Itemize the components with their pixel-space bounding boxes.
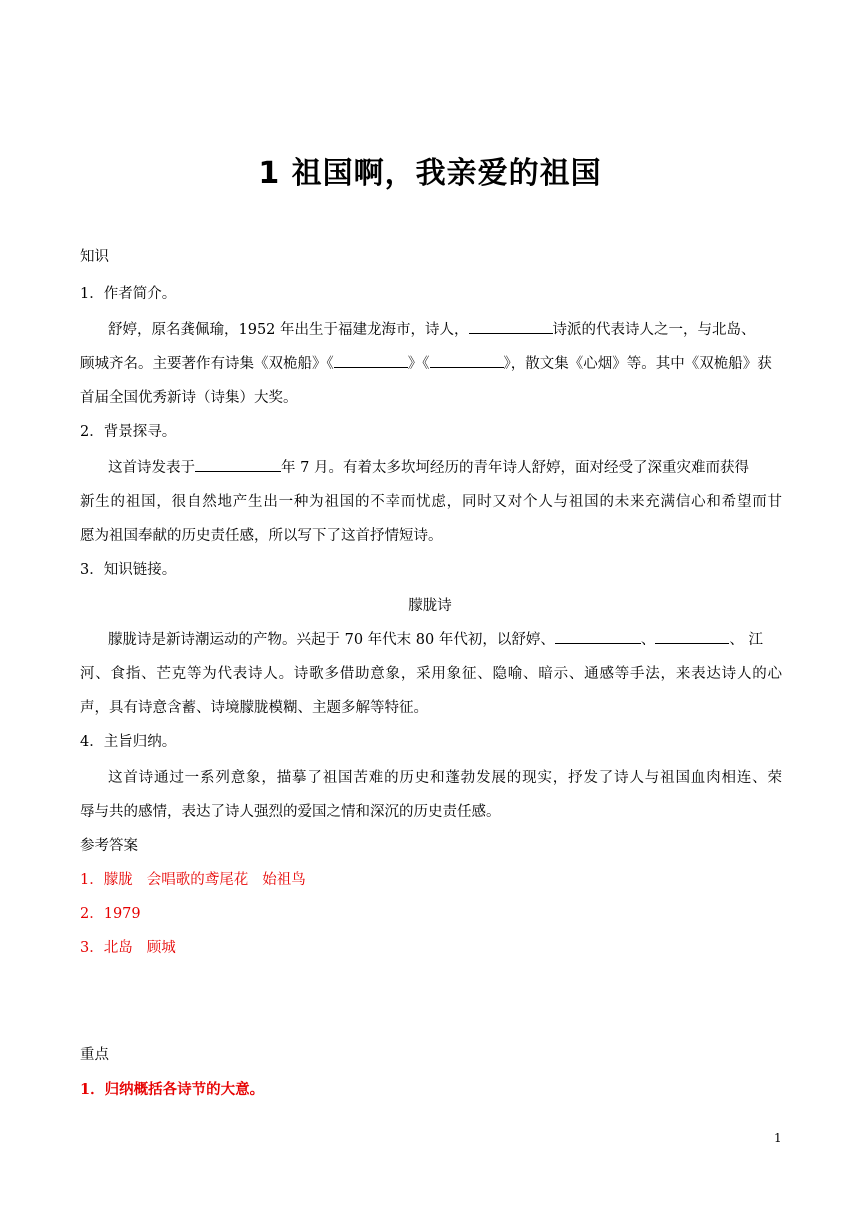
fill-blank[interactable]	[655, 630, 729, 644]
item-2-heading: 2．背景探寻。	[80, 424, 177, 440]
fill-blank[interactable]	[555, 630, 641, 644]
p2-line-3: 愿为祖国奉献的历史责任感，所以写下了这首抒情短诗。	[80, 528, 443, 544]
fill-blank[interactable]	[430, 354, 504, 368]
p4-line-1: 这首诗通过一系列意象，描摹了祖国苦难的历史和蓬勃发展的现实，抒发了诗人与祖国血肉相连、荣	[108, 770, 782, 786]
p1-line-3: 首届全国优秀新诗（诗集）大奖。	[80, 390, 298, 406]
section-knowledge: 知识	[80, 249, 109, 265]
page-title: 1 祖国啊，我亲爱的祖国	[258, 156, 602, 191]
fill-blank[interactable]	[334, 354, 408, 368]
section-key-points: 重点	[80, 1047, 109, 1063]
item-4-heading: 4．主旨归纳。	[80, 734, 177, 750]
p4-line-2: 辱与共的感情，表达了诗人强烈的爱国之情和深沉的历史责任感。	[80, 804, 501, 820]
p2-line-2: 新生的祖国，很自然地产生出一种为祖国的不幸而忧虑，同时又对个人与祖国的未来充满信心和希望而甘	[80, 494, 782, 510]
item-3-heading: 3．知识链接。	[80, 562, 177, 578]
item-1-heading: 1．作者简介。	[80, 286, 177, 302]
p3-line-1: 朦胧诗是新诗潮运动的产物。兴起于 70 年代末 80 年代初，以舒婷、 、 、 江	[108, 632, 763, 648]
subheading-menglong: 朦胧诗	[408, 598, 452, 614]
answer-2: 2．1979	[80, 906, 141, 922]
p1-line-2: 顾城齐名。主要著作有诗集《双桅船》《 》《 》，散文集《心烟》等。其中《双桅船》获	[80, 356, 772, 372]
answer-1: 1．朦胧 会唱歌的鸢尾花 始祖鸟	[80, 872, 306, 888]
p1-line-1: 舒婷，原名龚佩瑜，1952 年出生于福建龙海市，诗人， 诗派的代表诗人之一，与北岛、	[108, 322, 756, 338]
key-point-1: 1．归纳概括各诗节的大意。	[80, 1081, 265, 1098]
p2-line-1: 这首诗发表于 年 7 月。有着太多坎坷经历的青年诗人舒婷，面对经受了深重灾难而获得	[108, 460, 749, 476]
section-answers: 参考答案	[80, 838, 138, 854]
p3-line-2: 河、食指、芒克等为代表诗人。诗歌多借助意象，采用象征、隐喻、暗示、通感等手法，来表达诗人的心	[80, 666, 782, 682]
page-number: 1	[774, 1131, 782, 1145]
p3-line-3: 声，具有诗意含蓄、诗境朦胧模糊、主题多解等特征。	[80, 700, 428, 716]
fill-blank[interactable]	[469, 320, 553, 334]
answer-3: 3．北岛 顾城	[80, 940, 176, 956]
fill-blank[interactable]	[195, 458, 281, 472]
